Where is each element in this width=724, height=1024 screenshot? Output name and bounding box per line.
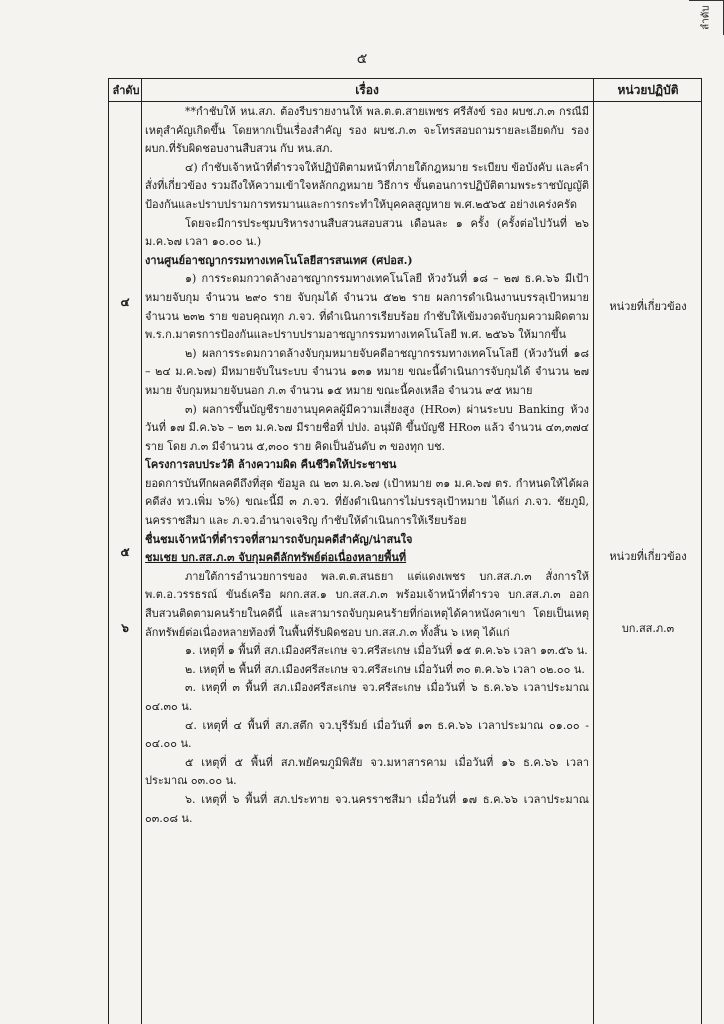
incident-item: ๑. เหตุที่ ๑ พื้นที่ สภ.เมืองศรีสะเกษ จว.ศรีสะเกษ เมื่อวันที่ ๑๕ ต.ค.๖๖ เวลา ๑๓.๕๖ น.: [185, 644, 588, 658]
paragraph: โดยจะมีการประชุมบริหารงานสืบสวนสอบสวน เดือนละ ๑ ครั้ง (ครั้งต่อไปวันที่ ๒๖ ม.ค.๖๗ เวลา ๑๐.๐๐ น.): [145, 216, 589, 249]
header-topic: เรื่อง: [355, 83, 379, 97]
incident-item: ๒. เหตุที่ ๒ พื้นที่ สภ.เมืองศรีสะเกษ จว.ศรีสะเกษ เมื่อวันที่ ๓๐ ต.ค.๖๖ เวลา ๐๒.๐๐ น.: [185, 662, 585, 676]
side-tab-label: ลำดับ: [689, 0, 724, 35]
header-no: ลำดับ: [112, 84, 140, 97]
section-subheading: ชมเชย บก.สส.ภ.๓ จับกุมคดีลักทรัพย์ต่อเนื่องหลายพื้นที่: [145, 551, 407, 565]
incident-item: ๕ เหตุที่ ๕ พื้นที่ สภ.พยัคฆภูมิพิสัย จว.มหาสารคาม เมื่อวันที่ ๑๖ ธ.ค.๖๖ เวลาประมาณ ๐๓.๐๐ น.: [145, 755, 589, 788]
incident-item: ๔. เหตุที่ ๔ พื้นที่ สภ.สตึก จว.บุรีรัมย์ เมื่อวันที่ ๑๓ ธ.ค.๖๖ เวลาประมาณ ๐๑.๐๐ - ๐๔.๐๐ น.: [145, 718, 589, 751]
agenda-table: [108, 78, 702, 1024]
page-number: ๕: [356, 51, 368, 67]
section-heading: โครงการลบประวัติ ล้างความผิด คืนชีวิตให้ประชาชน: [145, 458, 397, 472]
paragraph: ภายใต้การอำนวยการของ พล.ต.ต.สนธยา แต่แดงเพชร บก.สส.ภ.๓ สั่งการให้ พ.ต.อ.วรรธรณ์ ขันธ์เครือ ผกก.สส.๑ บก.สส.ภ.๓ พร้อมเจ้าหน้าที่ตำรวจ บก.สส.ภ.๓ ออกสืบสวนติดตามคนร้ายในคดีนี้ และสามารถจับกุมคนร้ายที่ก่อเหตุได้คาหนังคาเขา โดยเป็นเหตุลักทรัพย์ต่อเนื่องหลายท้องที่ ในพื้นที่รับผิดชอบ บก.สส.ภ.๓ ทั้งสิ้น ๖ เหตุ ได้แก่: [145, 569, 589, 639]
topic-content: [145, 103, 589, 828]
row-unit: หน่วยที่เกี่ยวข้อง: [609, 550, 687, 563]
paragraph: ยอดการบันทึกผลคดีถึงที่สุด ข้อมูล ณ ๒๓ ม.ค.๖๗ (เป้าหมาย ๓๑ ม.ค.๖๗ ตร. กำหนดให้ได้ผลคดีส่ง ทว.เพิ่ม ๖%) ขณะนี้มี ๓ ภ.จว. ที่ยังดำเนินการไม่บรรลุเป้าหมาย ได้แก่ ภ.จว. ชัยภูมิ, นครราชสีมา และ ภ.จว.อำนาจเจริญ กำชับให้ดำเนินการให้เรียบร้อย: [145, 476, 589, 528]
header-divider: [109, 101, 701, 102]
section-heading: ชื่นชมเจ้าหน้าที่ตำรวจที่สามารถจับกุมคดีสำคัญ/น่าสนใจ: [145, 532, 413, 546]
header-unit: หน่วยปฏิบัติ: [617, 83, 679, 97]
paragraph: ๓) ผลการขึ้นบัญชีรายงานบุคคลผู้มีความเสี่ยงสูง (HRo๓) ผ่านระบบ Banking ห้วงวันที่ ๑๗ มี.ค.๖๖ – ๒๓ ม.ค.๖๗ มีรายชื่อที่ ปปง. อนุมัติ ขึ้นบัญชี HRo๓ แล้ว จำนวน ๔๓,๓๗๔ ราย โดย ภ.๓ มีจำนวน ๕,๓๐๐ ราย คิดเป็นอันดับ ๓ ของทุก บช.: [145, 402, 589, 453]
row-number: ๕: [120, 545, 130, 559]
incident-item: ๓. เหตุที่ ๓ พื้นที่ สภ.เมืองศรีสะเกษ จว.ศรีสะเกษ เมื่อวันที่ ๖ ธ.ค.๖๖ เวลาประมาณ ๐๔.๓๐ น.: [145, 681, 589, 713]
column-divider: [141, 79, 142, 1024]
row-number: ๖: [121, 621, 129, 635]
incident-item: ๖. เหตุที่ ๖ พื้นที่ สภ.ประทาย จว.นครราชสีมา เมื่อวันที่ ๑๗ ธ.ค.๖๖ เวลาประมาณ ๐๓.๐๘ น.: [145, 792, 589, 825]
section-heading: งานศูนย์อาชญากรรมทางเทคโนโลยีสารสนเทศ (ศปอส.): [145, 253, 413, 267]
paragraph: **กำชับให้ หน.สภ. ต้องรีบรายงานให้ พล.ต.ต.สายเพชร ศรีสังข์ รอง ผบช.ภ.๓ กรณีมีเหตุสำคัญเกิดขึ้น โดยหากเป็นเรื่องสำคัญ รอง ผบช.ภ.๓ จะโทรสอบถามรายละเอียดกับ รอง ผบก.ที่รับผิดชอบงานสืบสวน กับ หน.สภ.: [145, 105, 589, 156]
paragraph: ๔) กำชับเจ้าหน้าที่ตำรวจให้ปฏิบัติตามหน้าที่ภายใต้กฎหมาย ระเบียบ ข้อบังคับ และคำสั่งที่เกี่ยวข้อง รวมถึงให้ความเข้าใจหลักกฎหมาย วิธีการ ขั้นตอนการปฏิบัติตามพระราชบัญญัติป้องกันและปราบปรามการทรมานและการกระทำให้บุคคลสูญหาย พ.ศ.๒๕๖๕ อย่างเคร่งครัด: [145, 160, 589, 211]
paragraph: ๒) ผลการระดมกวาดล้างจับกุมหมายจับคดีอาชญากรรมทางเทคโนโลยี (ห้วงวันที่ ๑๘ – ๒๔ ม.ค.๖๗) มีหมายจับในระบบ จำนวน ๑๓๑ หมาย ขณะนี้ดำเนินการจับกุมได้ จำนวน ๒๗ หมาย จับกุมหมายจับนอก ภ.๓ จำนวน ๑๕ หมาย ขณะนี้คงเหลือ จำนวน ๙๕ หมาย: [145, 346, 589, 397]
column-divider: [593, 79, 594, 1024]
row-number: ๔: [120, 295, 130, 309]
row-unit: หน่วยที่เกี่ยวข้อง: [609, 300, 687, 313]
row-unit: บก.สส.ภ.๓: [621, 622, 675, 635]
paragraph: ๑) การระดมกวาดล้างอาชญากรรมทางเทคโนโลยี ห้วงวันที่ ๑๘ – ๒๗ ธ.ค.๖๖ มีเป้าหมายจับกุม จำนวน ๒๙๐ ราย จับกุมได้ จำนวน ๕๒๒ ราย ผลการดำเนินงานบรรลุเป้าหมาย จำนวน ๒๓๒ ราย ขอบคุณทุก ภ.จว. ที่ดำเนินการเรียบร้อย กำชับให้เข้มงวดจับกุมความผิดตาม พ.ร.ก.มาตรการป้องกันและปราบปรามอาชญากรรมทางเทคโนโลยี พ.ศ. ๒๕๖๖ ให้มากขึ้น: [145, 272, 589, 342]
